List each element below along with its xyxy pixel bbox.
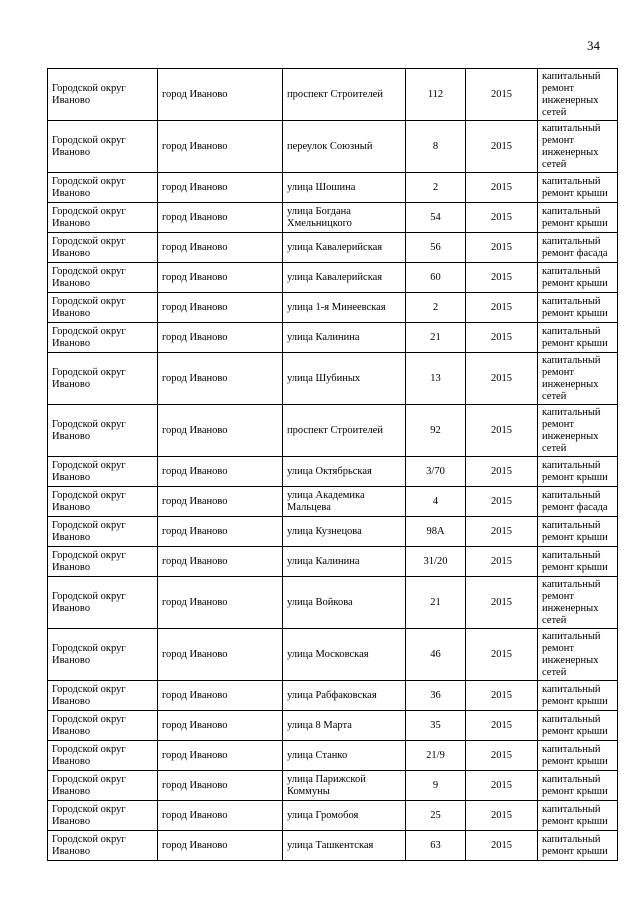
cell-street: улица 1-я Минеевская [283,293,406,323]
cell-house: 36 [406,681,466,711]
table-row [48,353,618,405]
table-row [48,681,618,711]
cell-work-type: капитальный ремонт инженерных сетей [538,405,618,457]
table-row [48,323,618,353]
cell-street: переулок Союзный [283,121,406,173]
table-row [48,711,618,741]
cell-street: улица Шубиных [283,353,406,405]
cell-year: 2015 [466,69,538,121]
cell-year: 2015 [466,629,538,681]
cell-gorod: город Иваново [158,487,283,517]
cell-okrug: Городской округ Иваново [48,323,158,353]
table-row [48,233,618,263]
cell-okrug: Городской округ Иваново [48,121,158,173]
table-row [48,741,618,771]
cell-gorod: город Иваново [158,517,283,547]
table-row [48,405,618,457]
cell-gorod: город Иваново [158,681,283,711]
table-row [48,69,618,121]
cell-okrug: Городской округ Иваново [48,517,158,547]
cell-okrug: Городской округ Иваново [48,263,158,293]
repair-schedule-table [47,68,618,861]
cell-year: 2015 [466,203,538,233]
cell-house: 25 [406,801,466,831]
cell-work-type: капитальный ремонт крыши [538,203,618,233]
cell-street: улица Богдана Хмельницкого [283,203,406,233]
cell-year: 2015 [466,577,538,629]
cell-house: 54 [406,203,466,233]
cell-house: 2 [406,293,466,323]
cell-street: улица Московская [283,629,406,681]
cell-work-type: капитальный ремонт фасада [538,233,618,263]
cell-gorod: город Иваново [158,711,283,741]
cell-work-type: капитальный ремонт крыши [538,741,618,771]
cell-street: улица Громобоя [283,801,406,831]
cell-street: улица Октябрьская [283,457,406,487]
cell-okrug: Городской округ Иваново [48,831,158,861]
cell-house: 21 [406,577,466,629]
cell-okrug: Городской округ Иваново [48,547,158,577]
cell-house: 98А [406,517,466,547]
cell-okrug: Городской округ Иваново [48,771,158,801]
cell-gorod: город Иваново [158,831,283,861]
table-row [48,577,618,629]
cell-work-type: капитальный ремонт крыши [538,457,618,487]
cell-year: 2015 [466,263,538,293]
cell-gorod: город Иваново [158,771,283,801]
cell-gorod: город Иваново [158,69,283,121]
cell-work-type: капитальный ремонт крыши [538,323,618,353]
cell-year: 2015 [466,173,538,203]
cell-work-type: капитальный ремонт крыши [538,547,618,577]
cell-house: 13 [406,353,466,405]
cell-year: 2015 [466,681,538,711]
cell-house: 46 [406,629,466,681]
cell-work-type: капитальный ремонт инженерных сетей [538,629,618,681]
cell-gorod: город Иваново [158,801,283,831]
cell-year: 2015 [466,801,538,831]
cell-gorod: город Иваново [158,121,283,173]
cell-house: 9 [406,771,466,801]
cell-house: 21/9 [406,741,466,771]
cell-house: 56 [406,233,466,263]
cell-gorod: город Иваново [158,233,283,263]
cell-work-type: капитальный ремонт крыши [538,771,618,801]
cell-okrug: Городской округ Иваново [48,353,158,405]
cell-house: 8 [406,121,466,173]
cell-street: улица Парижской Коммуны [283,771,406,801]
cell-work-type: капитальный ремонт крыши [538,711,618,741]
table-row [48,629,618,681]
cell-okrug: Городской округ Иваново [48,233,158,263]
cell-work-type: капитальный ремонт инженерных сетей [538,353,618,405]
cell-house: 2 [406,173,466,203]
cell-year: 2015 [466,771,538,801]
cell-work-type: капитальный ремонт крыши [538,831,618,861]
cell-house: 21 [406,323,466,353]
cell-gorod: город Иваново [158,173,283,203]
cell-street: улица Станко [283,741,406,771]
cell-okrug: Городской округ Иваново [48,801,158,831]
cell-house: 4 [406,487,466,517]
table-row [48,831,618,861]
cell-gorod: город Иваново [158,577,283,629]
cell-work-type: капитальный ремонт крыши [538,681,618,711]
cell-year: 2015 [466,405,538,457]
cell-year: 2015 [466,547,538,577]
cell-year: 2015 [466,293,538,323]
cell-okrug: Городской округ Иваново [48,487,158,517]
cell-gorod: город Иваново [158,323,283,353]
table-row [48,517,618,547]
cell-street: улица 8 Марта [283,711,406,741]
table-row [48,203,618,233]
cell-year: 2015 [466,121,538,173]
cell-house: 35 [406,711,466,741]
cell-gorod: город Иваново [158,203,283,233]
cell-street: улица Войкова [283,577,406,629]
cell-okrug: Городской округ Иваново [48,629,158,681]
cell-year: 2015 [466,831,538,861]
cell-work-type: капитальный ремонт фасада [538,487,618,517]
cell-house: 3/70 [406,457,466,487]
cell-street: улица Академика Мальцева [283,487,406,517]
cell-gorod: город Иваново [158,741,283,771]
table-row [48,771,618,801]
cell-gorod: город Иваново [158,547,283,577]
page-number: 34 [587,38,600,53]
cell-gorod: город Иваново [158,293,283,323]
cell-gorod: город Иваново [158,263,283,293]
cell-work-type: капитальный ремонт крыши [538,517,618,547]
cell-year: 2015 [466,741,538,771]
cell-okrug: Городской округ Иваново [48,741,158,771]
cell-work-type: капитальный ремонт крыши [538,173,618,203]
cell-year: 2015 [466,711,538,741]
cell-house: 112 [406,69,466,121]
cell-okrug: Городской округ Иваново [48,681,158,711]
table-row [48,801,618,831]
table-row [48,293,618,323]
cell-street: улица Калинина [283,323,406,353]
cell-year: 2015 [466,323,538,353]
table-row [48,547,618,577]
cell-year: 2015 [466,457,538,487]
cell-okrug: Городской округ Иваново [48,173,158,203]
cell-house: 31/20 [406,547,466,577]
cell-year: 2015 [466,353,538,405]
cell-okrug: Городской округ Иваново [48,203,158,233]
cell-okrug: Городской округ Иваново [48,293,158,323]
cell-street: улица Ташкентская [283,831,406,861]
cell-year: 2015 [466,233,538,263]
table-row [48,487,618,517]
cell-street: улица Кузнецова [283,517,406,547]
table-row [48,121,618,173]
cell-street: улица Шошина [283,173,406,203]
cell-house: 92 [406,405,466,457]
cell-gorod: город Иваново [158,353,283,405]
cell-house: 60 [406,263,466,293]
cell-work-type: капитальный ремонт инженерных сетей [538,69,618,121]
cell-street: улица Калинина [283,547,406,577]
cell-year: 2015 [466,487,538,517]
cell-year: 2015 [466,517,538,547]
cell-work-type: капитальный ремонт инженерных сетей [538,577,618,629]
cell-gorod: город Иваново [158,405,283,457]
cell-street: улица Кавалерийская [283,233,406,263]
cell-work-type: капитальный ремонт крыши [538,293,618,323]
cell-house: 63 [406,831,466,861]
table-row [48,173,618,203]
cell-okrug: Городской округ Иваново [48,69,158,121]
cell-work-type: капитальный ремонт крыши [538,801,618,831]
cell-street: улица Кавалерийская [283,263,406,293]
cell-okrug: Городской округ Иваново [48,457,158,487]
cell-street: проспект Строителей [283,69,406,121]
table-body [48,69,618,861]
cell-okrug: Городской округ Иваново [48,577,158,629]
cell-street: улица Рабфаковская [283,681,406,711]
cell-okrug: Городской округ Иваново [48,711,158,741]
table-row [48,457,618,487]
table-row [48,263,618,293]
cell-gorod: город Иваново [158,629,283,681]
cell-street: проспект Строителей [283,405,406,457]
cell-gorod: город Иваново [158,457,283,487]
cell-work-type: капитальный ремонт инженерных сетей [538,121,618,173]
cell-okrug: Городской округ Иваново [48,405,158,457]
cell-work-type: капитальный ремонт крыши [538,263,618,293]
